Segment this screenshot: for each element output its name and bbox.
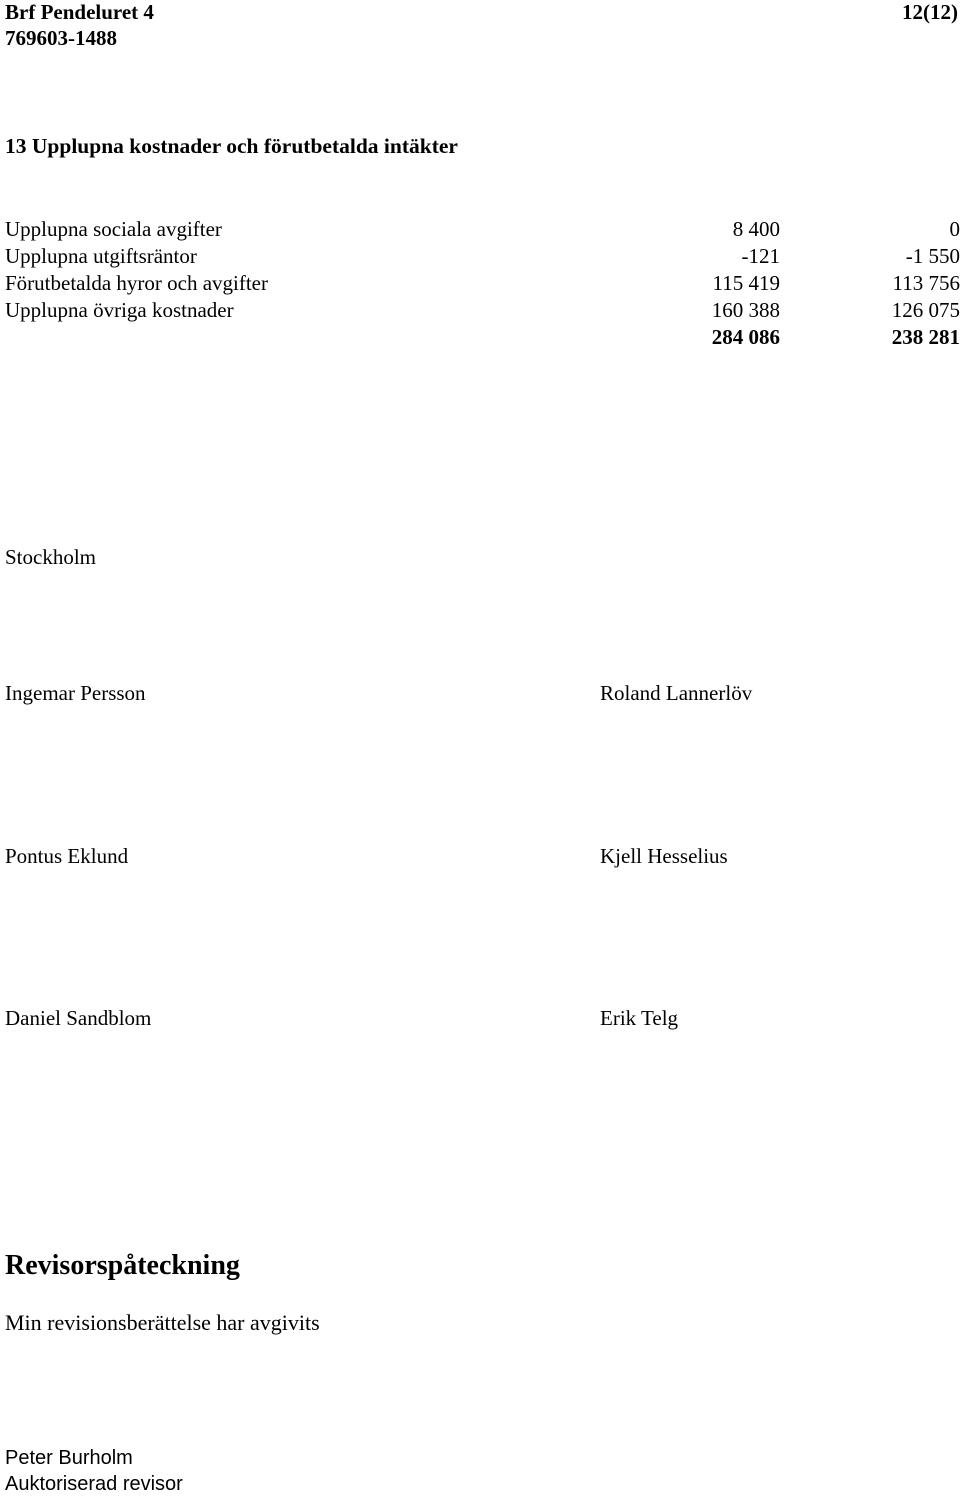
org-number: 769603-1488 xyxy=(5,26,117,50)
row-label: Upplupna utgiftsräntor xyxy=(5,244,197,268)
row-label: Upplupna sociala avgifter xyxy=(5,217,222,241)
signatory-name: Roland Lannerlöv xyxy=(600,681,752,705)
note-title: 13 Upplupna kostnader och förutbetalda intäkter xyxy=(5,133,458,159)
row-current-value: 115 419 xyxy=(713,271,780,295)
row-previous-value: -1 550 xyxy=(906,244,960,268)
total-previous-value: 238 281 xyxy=(892,325,960,349)
signing-city: Stockholm xyxy=(5,545,96,569)
table-row xyxy=(0,244,960,271)
table-row xyxy=(0,271,960,298)
row-current-value: 160 388 xyxy=(712,298,780,322)
auditor-name: Peter Burholm xyxy=(5,1446,133,1470)
signatory-name: Kjell Hesselius xyxy=(600,844,728,868)
row-previous-value: 0 xyxy=(950,217,960,241)
row-current-value: -121 xyxy=(742,244,781,268)
signatory-name: Pontus Eklund xyxy=(5,844,128,868)
table-row xyxy=(0,298,960,325)
row-label: Upplupna övriga kostnader xyxy=(5,298,234,322)
signatory-name: Erik Telg xyxy=(600,1006,678,1030)
page-number: 12(12) xyxy=(902,0,958,24)
auditor-statement: Min revisionsberättelse har avgivits xyxy=(5,1310,320,1336)
company-name: Brf Pendeluret 4 xyxy=(5,0,154,24)
table-total-row xyxy=(0,325,960,352)
row-previous-value: 126 075 xyxy=(892,298,960,322)
row-previous-value: 113 756 xyxy=(893,271,960,295)
table-row xyxy=(0,217,960,244)
row-label: Förutbetalda hyror och avgifter xyxy=(5,271,268,295)
auditor-heading: Revisorspåteckning xyxy=(5,1249,240,1283)
row-current-value: 8 400 xyxy=(733,217,780,241)
auditor-title: Auktoriserad revisor xyxy=(5,1472,183,1496)
total-current-value: 284 086 xyxy=(712,325,780,349)
signatory-name: Ingemar Persson xyxy=(5,681,146,705)
signatory-name: Daniel Sandblom xyxy=(5,1006,151,1030)
